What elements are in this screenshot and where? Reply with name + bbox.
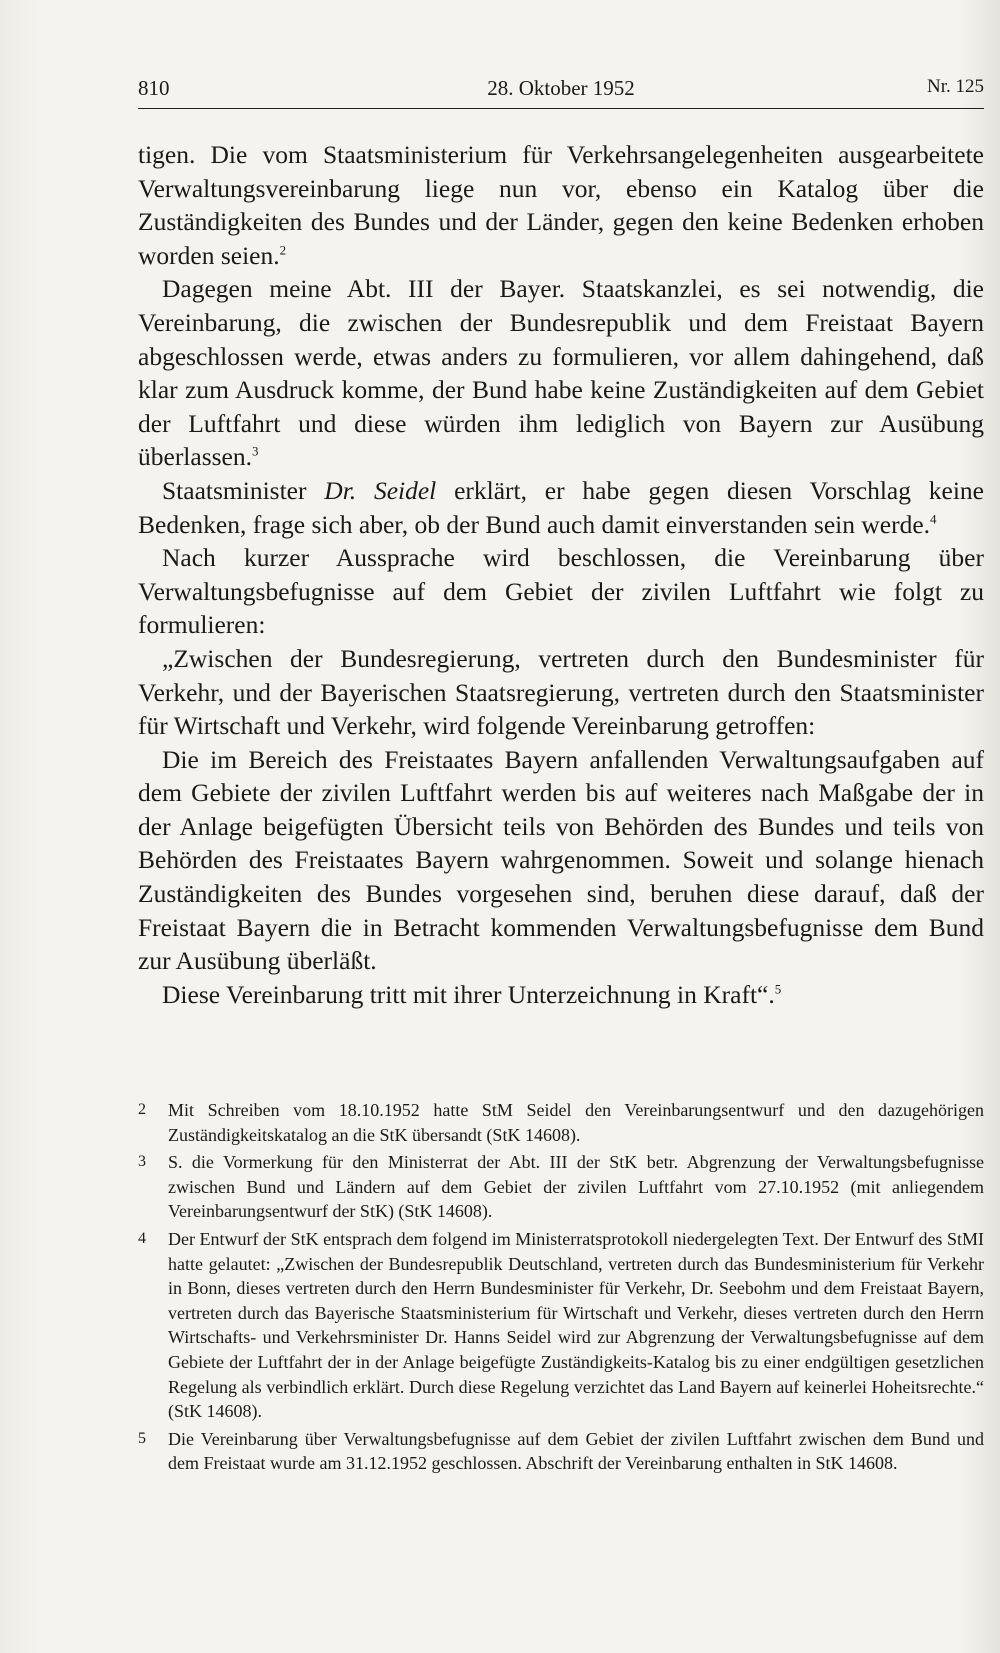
paragraph-4 [138,541,984,642]
main-text [138,138,984,1011]
person-name: Dr. Seidel [324,475,437,505]
footnote-text: Der Entwurf der StK entsprach dem folgend im Ministerratsprotokoll niedergelegten Text. Der Entwurf des StMI hatte gelautet: „Zwischen der Bundesrepublik Deutschland, vertreten durch das Bundesministerium für Verkehr in Bonn, dieses vertreten durch den Herrn Bundesminister für Verkehr, Dr. Seebohm und dem Freistaat Bayern, vertreten durch das Bayerische Staatsministerium für Wirtschaft und Verkehr, dieses vertreten durch den Herrn Wirtschafts- und Verkehrsminister Dr. Hanns Seidel wird zur Abgrenzung der Verwaltungsbefugnisse auf dem Gebiete der Luftfahrt der in der Anlage beigefügte Zuständigkeits-Katalog bis zu einer endgültigen gesetzlichen Regelung als verbindlich erklärt. Durch diese Regelung verzichtet das Land Bayern auf keinerlei Hoheitsrechte.“ (StK 14608). [168,1228,984,1422]
footnote-number: 2 [138,1101,146,1118]
footnote-number: 5 [138,1429,146,1447]
footnote-text: S. die Vormerkung für den Ministerrat der Abt. III der StK betr. Abgrenzung der Verwaltungsbefugnisse zwischen Bund und Ländern auf dem Gebiet der zivilen Luftfahrt vom 27.10.1952 (mit anliegendem Vereinbarungsentwurf der StK) (StK 14608). [168,1152,984,1222]
paragraph-5-text: „Zwischen der Bundesregierung, vertreten durch den Bundesminister für Verkehr, und der Bayerischen Staatsregierung, vertreten durch den Staatsminister für Wirtschaft und Verkehr, wird folgende Vereinbarung getroffen: [138,643,984,741]
footnote-text: Mit Schreiben vom 18.10.1952 hatte StM Seidel den Vereinbarungsentwurf und den dazugehörigen Zuständigkeitskatalog an die StK übersandt (StK 14608). [168,1100,984,1145]
paragraph-6-text: Die im Bereich des Freistaates Bayern anfallenden Verwaltungsaufgaben auf dem Gebiete der zivilen Luftfahrt werden bis auf weiteres nach Maßgabe der in der Anlage beigefügten Übersicht teils von Behörden des Bundes und teils von Behörden des Freistaates Bayern wahrgenommen. Soweit und solange hienach Zuständigkeiten des Bundes vorgesehen sind, beruhen diese darauf, daß der Freistaat Bayern die in Betracht kommenden Verwaltungsbefugnisse dem Bund zur Ausübung überläßt. [138,744,984,976]
paragraph-1-text: tigen. Die vom Staatsministerium für Verkehrsangelegenheiten ausgearbeitete Verwaltungsvereinbarung liege nun vor, ebenso ein Katalog über die Zuständigkeiten des Bundes und der Länder, gegen den keine Bedenken erhoben worden seien. [138,140,984,270]
footnotes [138,1098,984,1479]
footnote-ref-4: 4 [930,511,937,527]
footnote [138,1227,984,1424]
paragraph-2-text: Dagegen meine Abt. III der Bayer. Staatskanzlei, es sei notwendig, die Vereinbarung, die zwischen der Bundesrepublik und dem Freistaat Bayern abgeschlossen werde, etwas anders zu formulieren, vor allem dahingehend, daß klar zum Ausdruck komme, der Bund habe keine Zuständigkeiten auf dem Gebiet der Luftfahrt und diese würden ihm lediglich von Bayern zur Ausübung überlassen. [138,274,984,472]
paragraph-6 [138,743,984,978]
paragraph-4-text: Nach kurzer Aussprache wird beschlossen, die Vereinbarung über Verwaltungsbefugnisse auf dem Gebiet der zivilen Luftfahrt wie folgt zu formulieren: [138,543,984,640]
page-number: 810 [138,76,170,100]
paragraph-1 [138,138,984,272]
paragraph-7 [138,978,984,1012]
footnote-number: 4 [138,1229,146,1247]
paragraph-3-text-a: Staatsminister [162,475,307,505]
paragraph-5 [138,642,984,743]
header-date: 28. Oktober 1952 [487,76,635,100]
header-issue-number: Nr. 125 [927,76,984,97]
running-header [138,72,984,109]
paragraph-7-text: Diese Vereinbarung tritt mit ihrer Unterzeichnung in Kraft“. [162,979,775,1009]
footnote [138,1098,984,1147]
paragraph-3-text-b: erklärt, er habe gegen diesen Vorschlag keine Bedenken, frage sich aber, ob der Bund auch damit einverstanden sein werde. [138,475,985,539]
footnote-ref-5: 5 [774,981,782,997]
footnote-number: 3 [138,1153,146,1171]
footnote-ref-2: 2 [279,242,287,258]
footnote-ref-3: 3 [252,443,259,459]
paragraph-2 [138,272,984,474]
paragraph-3 [138,474,984,541]
footnote [138,1150,984,1224]
footnote-text: Die Vereinbarung über Verwaltungsbefugnisse auf dem Gebiet der zivilen Luftfahrt zwischen dem Bund und dem Freistaat wurde am 31.12.1952 geschlossen. Abschrift der Vereinbarung enthalten in StK 14608. [168,1428,984,1474]
footnote [138,1427,984,1476]
